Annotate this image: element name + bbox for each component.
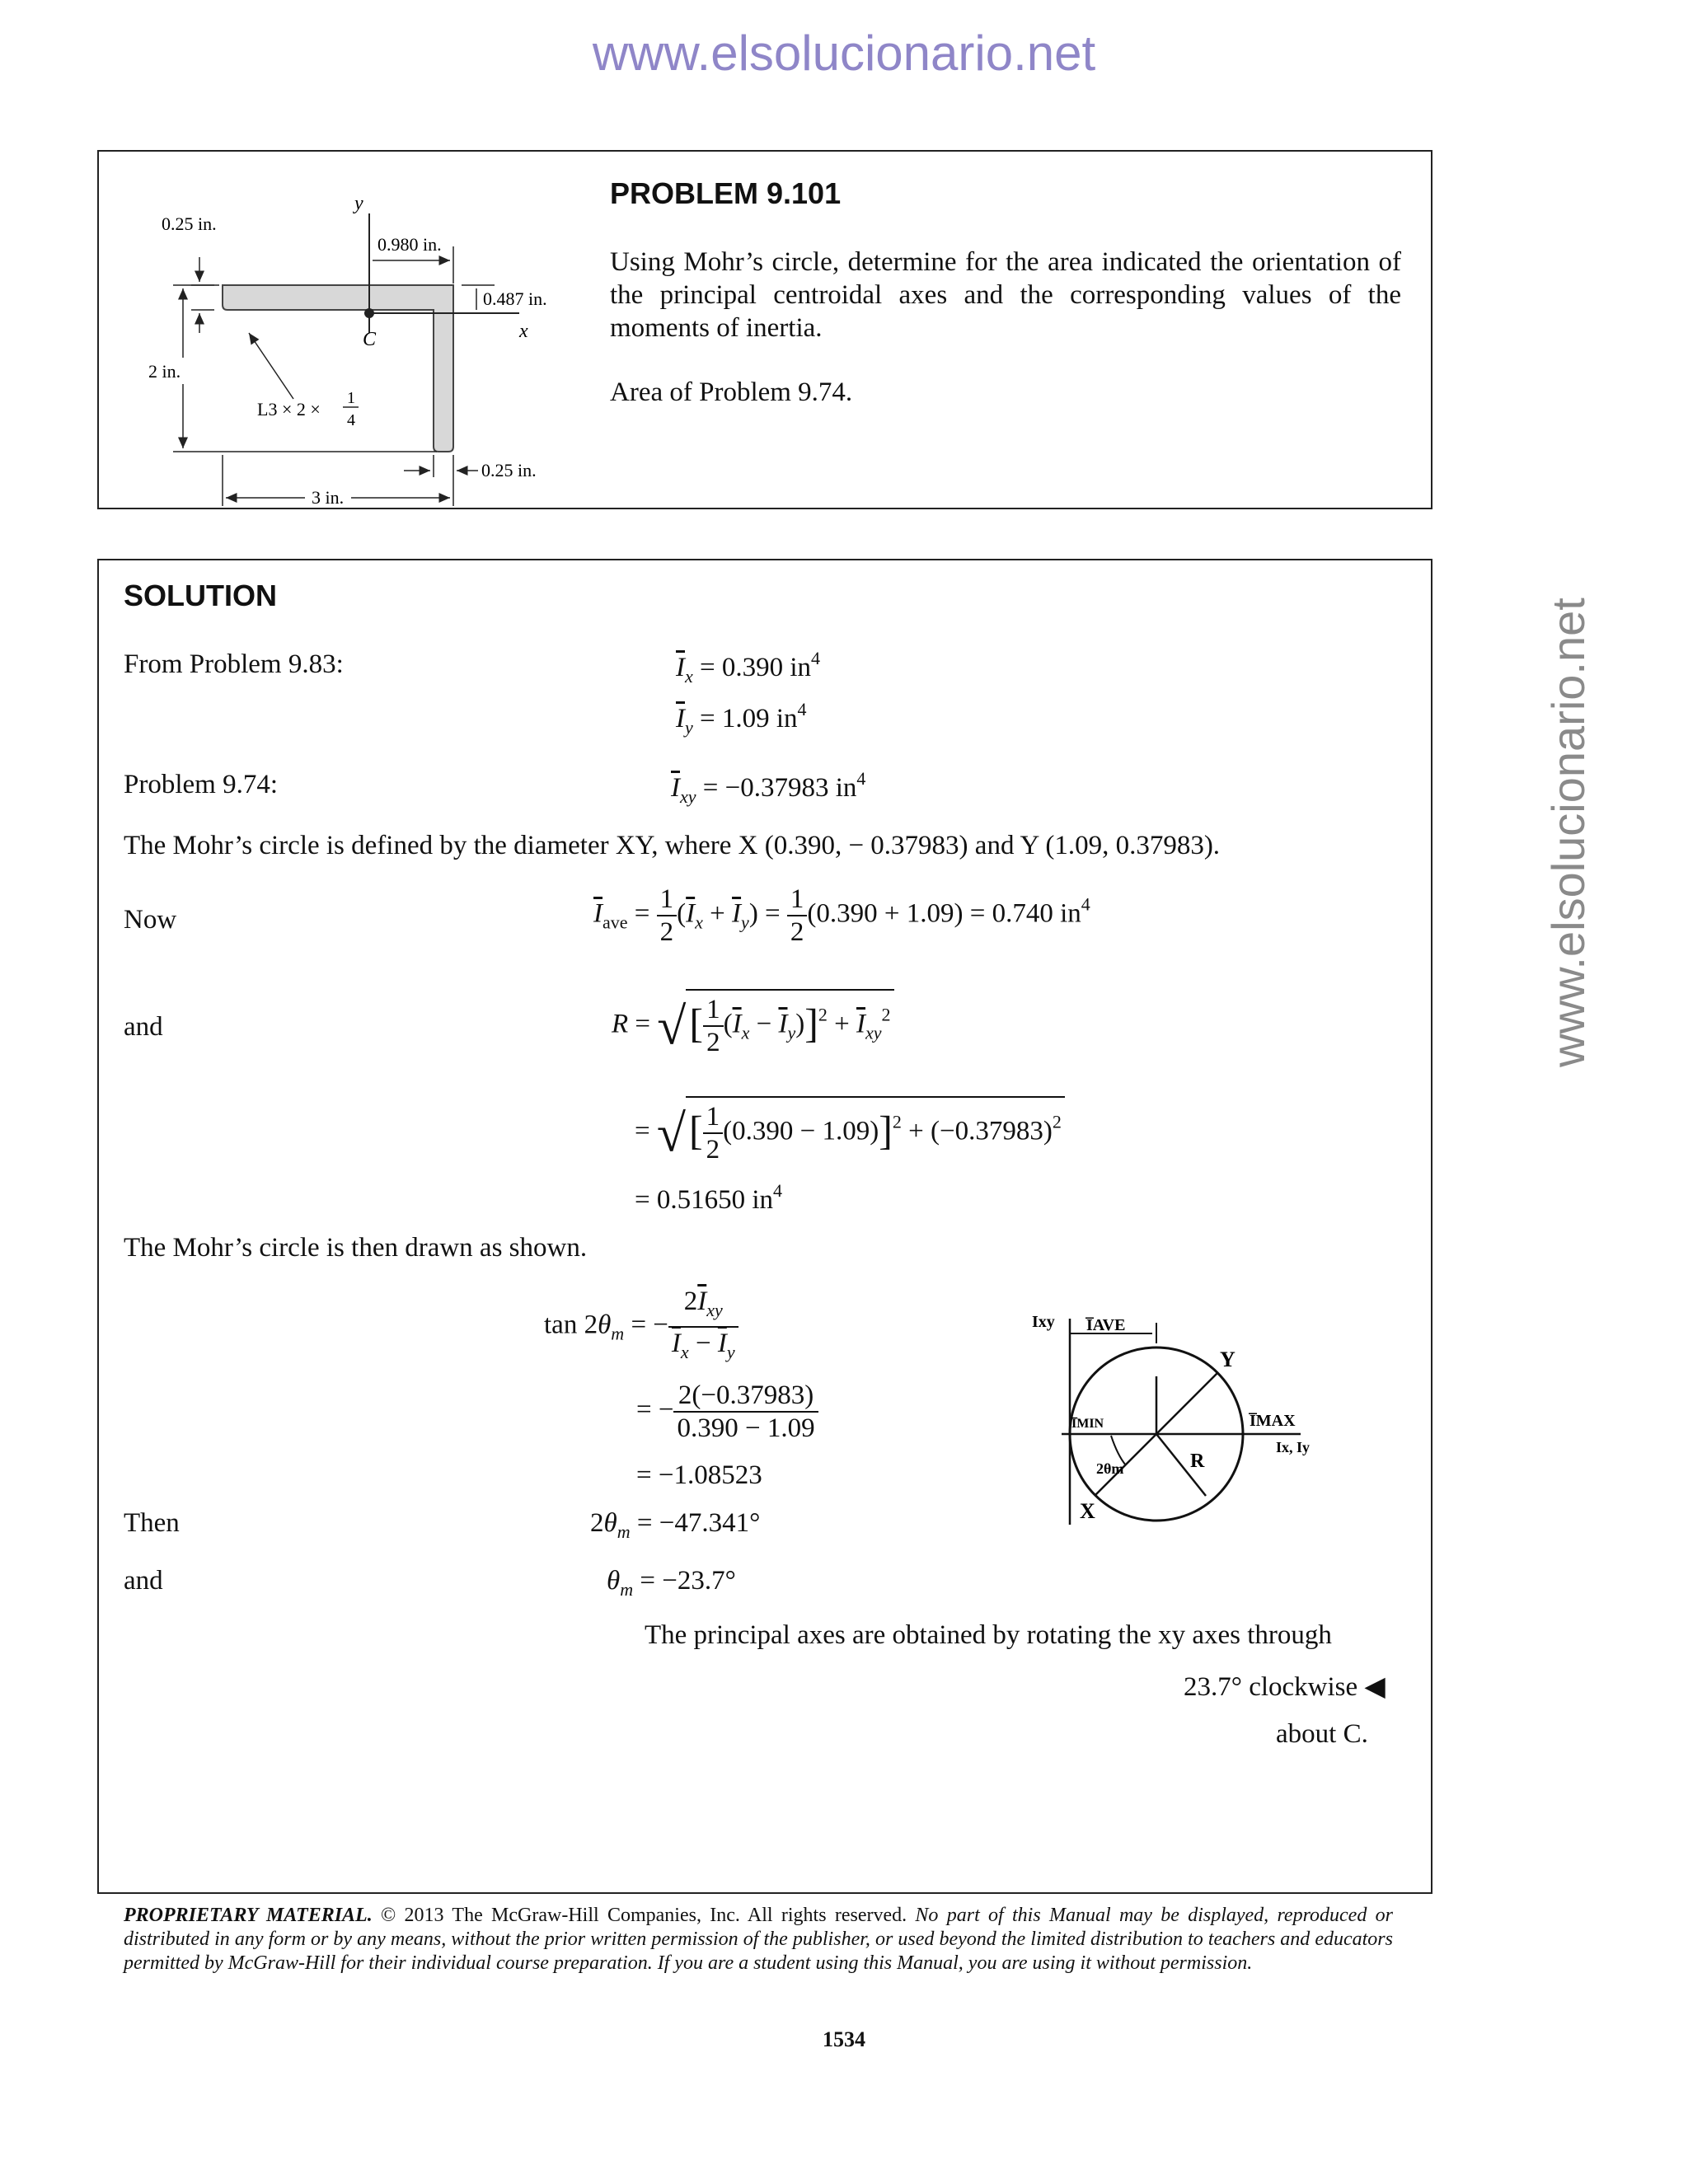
answer-line2: 23.7° clockwise ◀ [1184,1672,1386,1702]
ix-equation: $\overline{I}_x = 0.390$ $in^4$ [676,648,821,687]
tan-equation-line2: = − $\frac{2(-0.37983)}{0.390 - 1.09}$ [636,1380,818,1444]
sketch-iave: I̅AVE [1086,1316,1126,1334]
problem-box [97,150,1432,509]
label-y: y [354,193,363,214]
tan-equation-line1: $\tan 2\theta_m$ = − $\frac{2\overline{I}_{xy}}{\overline{I}_x - \overline{I}_y}$ [544,1286,738,1368]
dim-height: 2 in. [148,361,181,382]
footer-notice: PROPRIETARY MATERIAL. © 2013 The McGraw-Hill Companies, Inc. All rights reserved. No part of this Manual may be displayed, reproduced or distributed in any form or by any means, without the prior written permission of the publisher, or used beyond the limited distribution to teachers and educators permitted by McGraw-Hill for their individual course preparation. If you are a student using this Manual, you are using it without permission. [124,1905,1393,1974]
drawn-text: The Mohr’s circle is then drawn as shown. [124,1233,588,1263]
r-equation-line1: R = √[ $\frac{1}{2}$ $(\overline{I}_x - \overline{I}_y)]^2 + \overline{I}_{xy}^2$ [612,989,894,1058]
solution-box [97,559,1432,1894]
section-frac-num: 1 [347,389,355,407]
dim-thickness-top: 0.25 in. [162,213,217,234]
then-label: Then [124,1508,180,1538]
answer-line1: The principal axes are obtained by rotating the xy axes through [645,1620,1332,1650]
mohr-circle-sketch [1029,1302,1391,1549]
answer-marker-icon: ◀ [1364,1672,1386,1702]
sketch-axis-label: Ix, Iy [1276,1439,1311,1455]
watermark-side[interactable]: www.elsolucionario.net [1542,598,1594,1067]
watermark-top[interactable]: www.elsolucionario.net [592,26,1096,81]
sketch-x: X [1080,1499,1095,1523]
angle-section-figure [132,168,643,514]
now-label: Now [124,905,177,935]
section-label: L3 × 2 × [257,399,321,419]
two-theta-equation: $2\theta_m = -47.341^\circ$ [590,1508,761,1542]
label-c: C [363,329,377,350]
mohr-definition: The Mohr’s circle is defined by the diameter XY, where X (0.390, − 0.37983) and Y (1.09, 0.37983). [124,831,1221,860]
r-equation-line2: = √[ $\frac{1}{2}$ $(0.390 - 1.09)]^2 + (-0.37983)^2$ [635,1096,1065,1165]
centroid-dot [364,308,374,318]
sketch-y: Y [1220,1347,1236,1371]
dim-thickness-right: 0.25 in. [481,460,537,480]
iave-equation: $\overline{I}_{ave}$ = $\frac{1}{2}$ $(\overline{I}_x + \overline{I}_y)$ = $\frac{1}{2}$ (0.390 + 1.09) = 0.740 $in^4$ [593,884,1090,947]
sketch-ixy: Ixy [1032,1313,1055,1331]
iy-equation: $\overline{I}_y = 1.09$ $in^4$ [676,699,807,738]
dim-ybar: 0.487 in. [483,288,547,309]
from-label: From Problem 9.83: [124,649,344,679]
tan-result: = −1.08523 [636,1460,762,1490]
problem-reference: Area of Problem 9.74. [610,377,853,407]
page-number: 1534 [823,2027,865,2051]
answer-line3: about C. [1276,1719,1368,1749]
problem-title: PROBLEM 9.101 [610,176,842,210]
section-frac-den: 4 [347,411,355,429]
sketch-two-theta: 2θm [1096,1460,1124,1477]
theta-equation: $\theta_m = -23.7^\circ$ [607,1566,736,1600]
label-x: x [519,321,528,342]
solution-heading: SOLUTION [124,579,277,612]
sketch-imax: I̅MAX [1250,1412,1296,1430]
r-result: = 0.51650 $in^4$ [635,1180,783,1215]
sketch-r: R [1190,1451,1205,1472]
problem-statement: Using Mohr’s circle, determine for the area indicated the orientation of the principal centroidal axes and the corresponding values of the moments of inertia. [610,247,1401,343]
and-label-r: and [124,1012,163,1042]
angle-shape [223,285,453,452]
p974-label: Problem 9.74: [124,770,278,799]
sketch-imin: I̅MIN [1071,1417,1104,1431]
dim-width: 3 in. [312,487,345,508]
and-label-theta: and [124,1566,163,1596]
dim-xbar: 0.980 in. [377,234,442,255]
ixy-equation: $\overline{I}_{xy} = -0.37983$ $in^4$ [671,768,866,807]
